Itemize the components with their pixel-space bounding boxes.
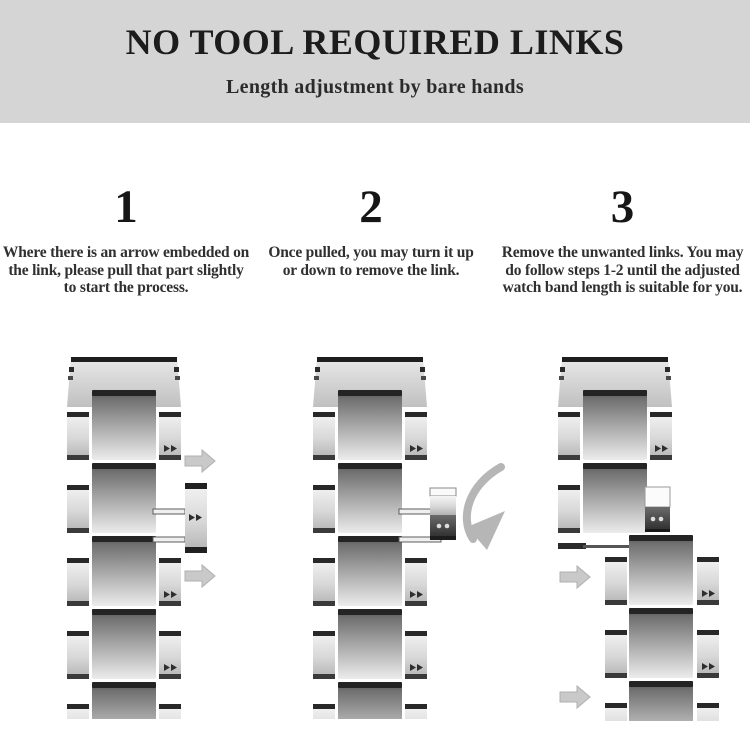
- pull-arrow-icon: [185, 565, 215, 587]
- removed-side-link: [185, 483, 207, 553]
- watch-band-illustration-step-2: [305, 345, 515, 719]
- link-pin: [153, 509, 185, 514]
- pull-arrow-icon: [185, 450, 215, 472]
- pull-arrow-icon: [560, 686, 590, 708]
- step-3-description: Remove the unwanted links. You may do follow steps 1-2 until the adjusted watch band length is suitable for you.: [501, 244, 744, 296]
- step-2: [260, 181, 482, 279]
- step-3: [495, 181, 750, 297]
- link-pin: [583, 545, 635, 548]
- watch-band-lower-part: [605, 535, 719, 721]
- step-1: [2, 181, 250, 297]
- pull-arrow-icon: [560, 566, 590, 588]
- page-subtitle: Length adjustment by bare hands: [226, 76, 524, 98]
- hanging-pull-link: [645, 487, 670, 532]
- step-1-description: Where there is an arrow embedded on the link, please pull that part slightly to start the process.: [2, 244, 250, 296]
- step-1-number: 1: [114, 181, 138, 233]
- watch-band: [67, 357, 185, 719]
- step-2-number: 2: [359, 181, 383, 233]
- page-title: NO TOOL REQUIRED LINKS: [125, 22, 625, 62]
- watch-band-illustration-step-1: [60, 345, 220, 719]
- link-pin: [153, 537, 185, 542]
- header-banner: [0, 0, 750, 123]
- link-pin: [558, 543, 586, 549]
- step-2-description: Once pulled, you may turn it up or down to remove the link.: [268, 244, 474, 279]
- step-3-number: 3: [610, 181, 635, 233]
- watch-band: [313, 357, 441, 719]
- watch-band-illustration-step-3: [545, 345, 750, 721]
- rotated-removed-link: [430, 488, 456, 540]
- rotate-arrow-icon: [467, 467, 505, 550]
